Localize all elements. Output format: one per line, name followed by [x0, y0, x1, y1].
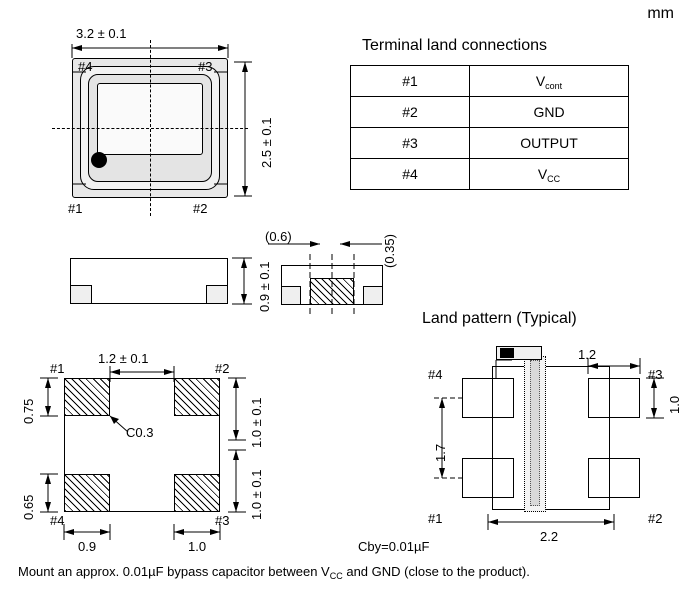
- mounting-note-sub: CC: [329, 571, 343, 581]
- bottom-view-chamfer-label: C0.3: [126, 425, 154, 440]
- top-view-pin-4: #4: [78, 59, 93, 74]
- terminal-function-sub: CC: [547, 174, 561, 184]
- bottom-view-pin-3: #3: [215, 513, 230, 528]
- terminal-table-title: Terminal land connections: [362, 37, 547, 54]
- land-pattern-dim-22: 2.2: [540, 529, 559, 544]
- side-view-height-dim: 0.9 ± 0.1: [257, 261, 272, 312]
- land-pattern-pin-4: #4: [428, 367, 443, 382]
- terminal-function-main: V: [535, 73, 546, 89]
- top-view-pin-3: #3: [198, 59, 213, 74]
- bottom-view-bottom-left-dim: 0.9: [78, 539, 97, 554]
- mounting-note: [18, 564, 530, 581]
- land-pattern-pin-3: #3: [648, 367, 663, 382]
- mounting-note-tail: and GND (close to the product).: [342, 564, 530, 579]
- top-view-pin-2: #2: [193, 201, 208, 216]
- bottom-view-pin-1: #1: [50, 361, 65, 376]
- bottom-view-pin-4: #4: [50, 513, 65, 528]
- bypass-capacitor-note: Cby=0.01µF: [358, 539, 430, 554]
- bottom-view-bottom-right-dim: 1.0: [188, 539, 207, 554]
- bottom-view-right-bottom-dim: 1.0 ± 0.1: [249, 469, 264, 520]
- land-pattern-dim-10: 1.0: [667, 395, 682, 414]
- bottom-view-top-dim: 1.2 ± 0.1: [98, 351, 149, 366]
- top-view-pin-1: #1: [68, 201, 83, 216]
- terminal-function-main: V: [537, 166, 548, 182]
- land-pattern-dim-17: 1.7: [433, 443, 448, 462]
- terminal-pin: #3: [351, 128, 470, 159]
- end-view-dim-035: (0.35): [382, 234, 397, 268]
- land-pattern-pin-2: #2: [648, 511, 663, 526]
- land-pattern-pin-1: #1: [428, 511, 443, 526]
- bottom-view-left-top-dim: 0.75: [21, 398, 36, 424]
- bottom-view-left-bottom-dim: 0.65: [21, 494, 36, 520]
- terminal-function-main: OUTPUT: [520, 135, 578, 151]
- terminal-pin: #4: [351, 159, 470, 190]
- end-view-dim-06: (0.6): [265, 229, 292, 244]
- terminal-pin: #1: [351, 66, 470, 97]
- land-pattern-dim-12: 1.2: [578, 347, 597, 362]
- terminal-function-sub: cont: [545, 81, 563, 91]
- top-view-width-dim: 3.2 ± 0.1: [76, 26, 127, 41]
- land-pattern-title: Land pattern (Typical): [422, 310, 577, 327]
- terminal-pin: #2: [351, 97, 470, 128]
- bottom-view-pin-2: #2: [215, 361, 230, 376]
- terminal-function-main: GND: [533, 104, 565, 120]
- top-view-height-dim: 2.5 ± 0.1: [259, 117, 274, 168]
- unit-label: mm: [647, 5, 674, 22]
- bottom-view-right-top-dim: 1.0 ± 0.1: [249, 397, 264, 448]
- mounting-note-text: Mount an approx. 0.01µF bypass capacitor between V: [18, 564, 330, 579]
